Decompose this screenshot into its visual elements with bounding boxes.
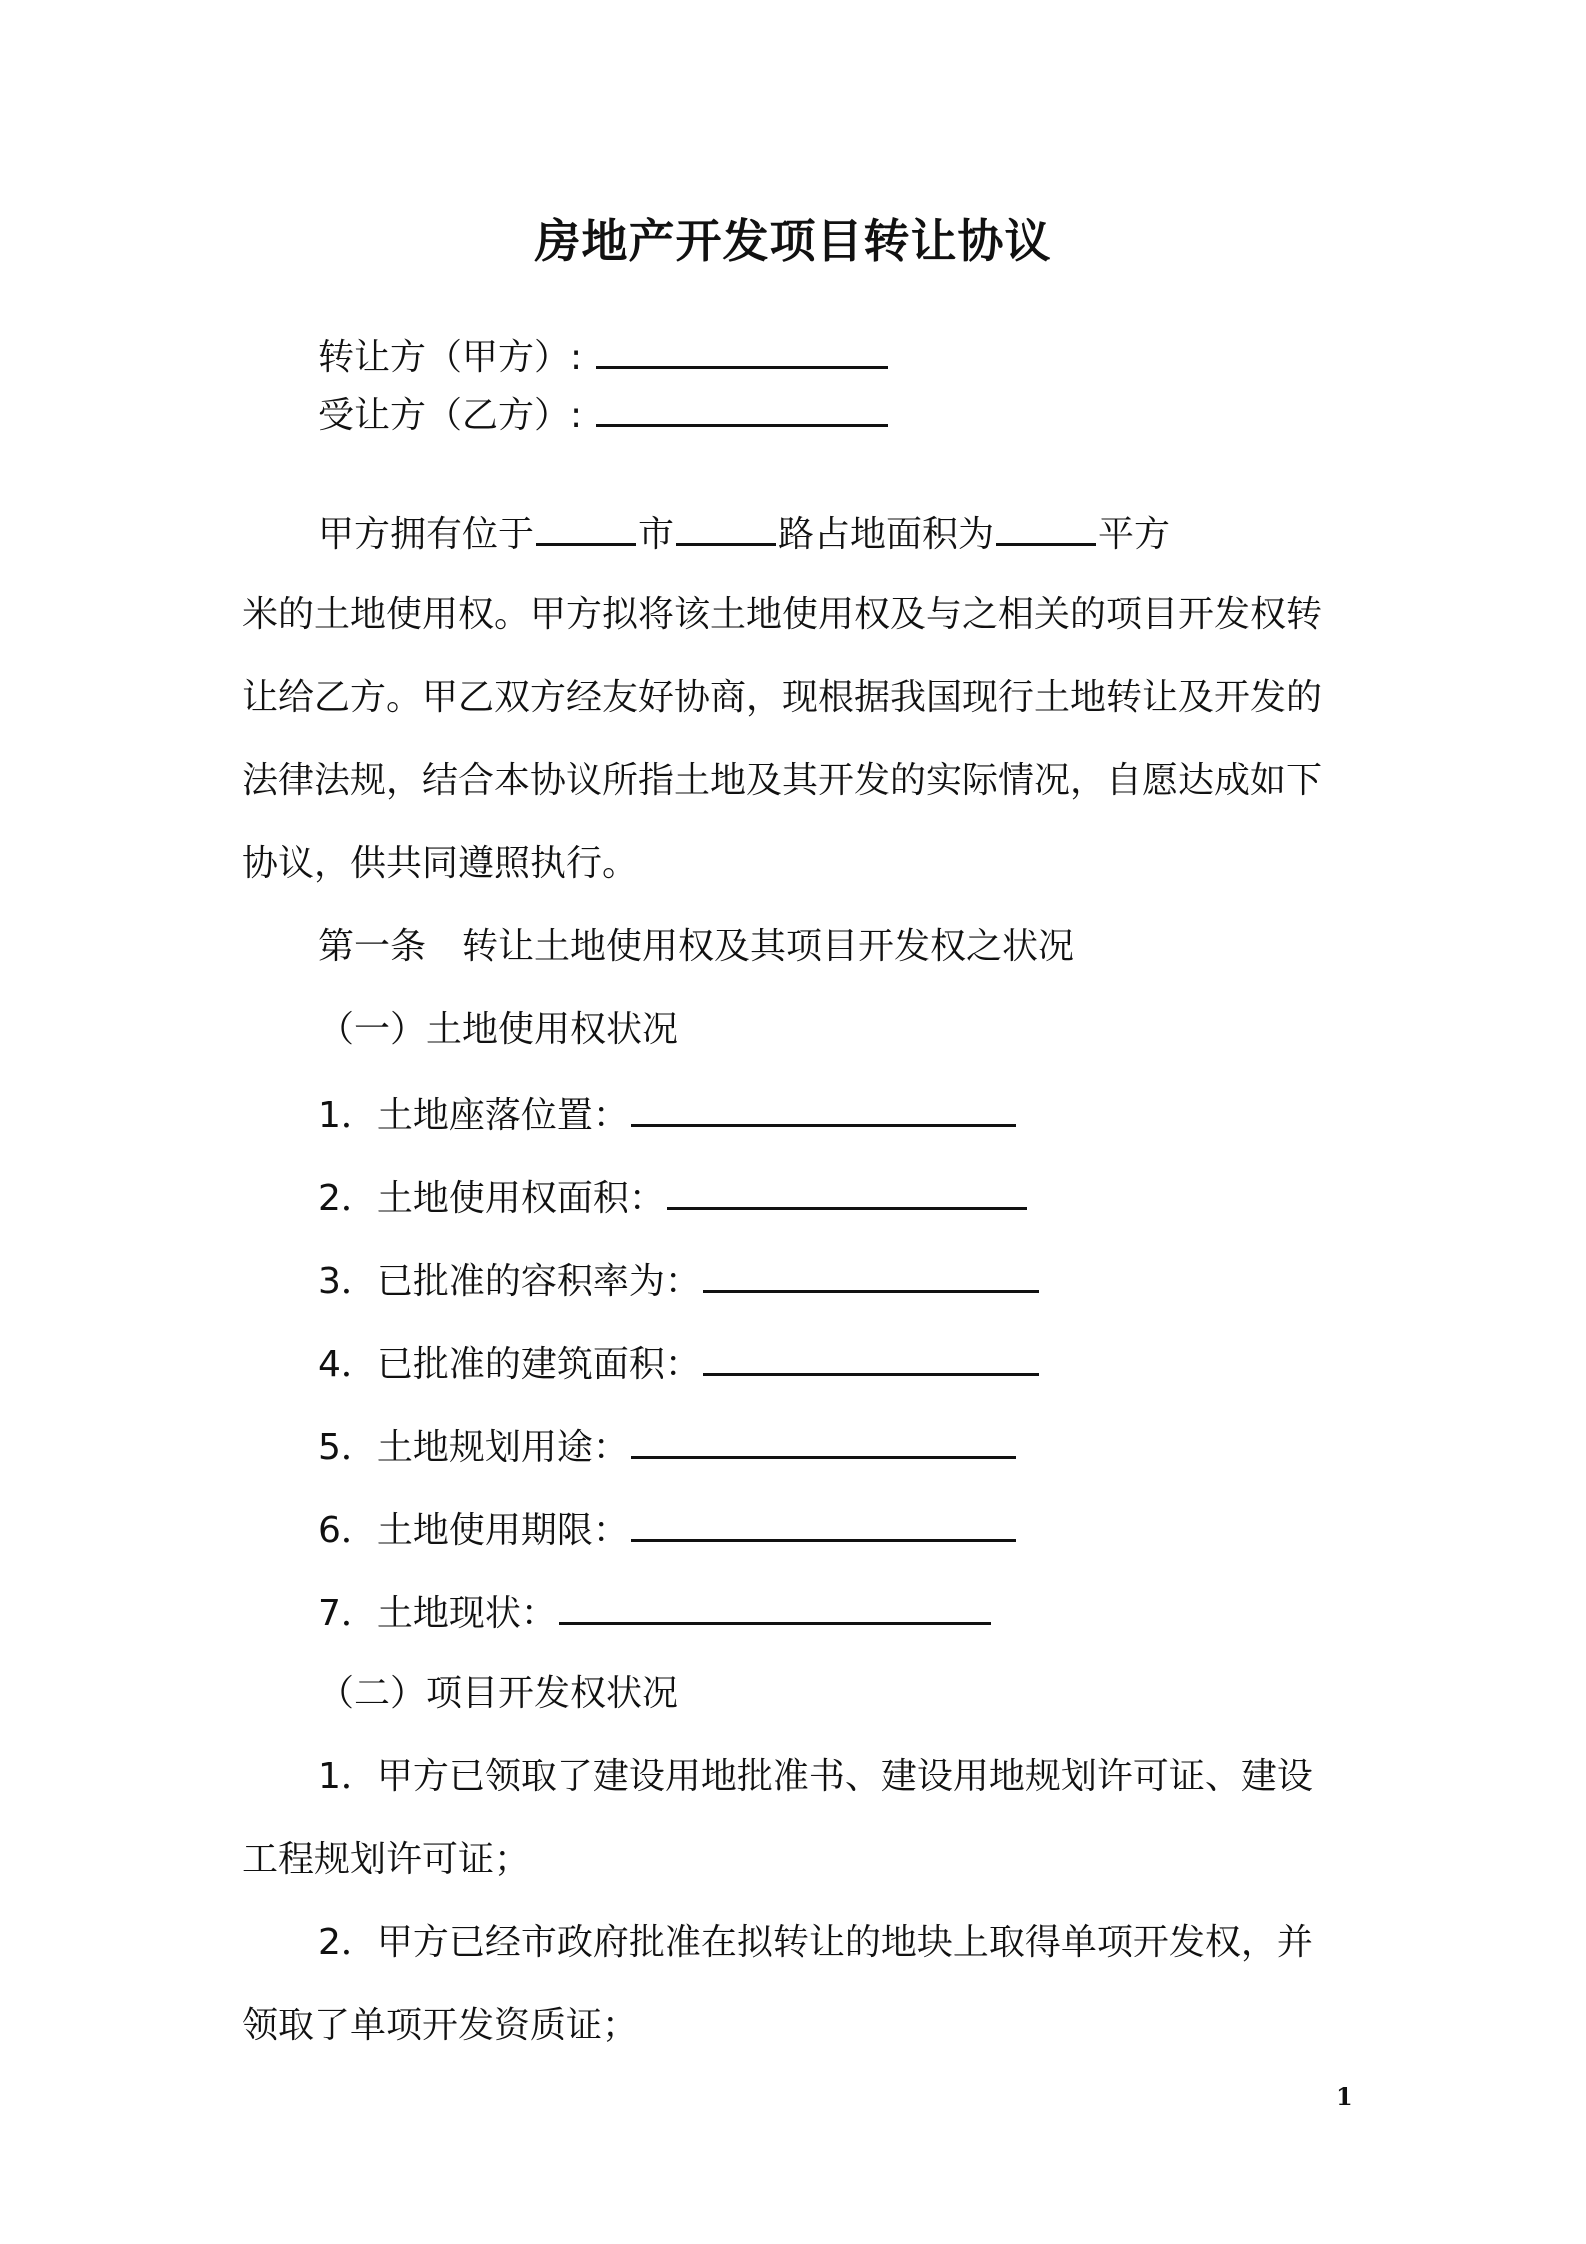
transferee-blank[interactable]: [596, 388, 888, 427]
document-title: 房地产开发项目转让协议: [534, 214, 1052, 268]
section-1-heading: （一）土地使用权状况: [318, 1009, 679, 1050]
plot-ratio-blank[interactable]: [703, 1254, 1039, 1293]
city-blank[interactable]: [536, 507, 636, 546]
item-label: 2．土地使用权面积：: [318, 1178, 665, 1219]
item-label: 7．土地现状：: [318, 1593, 557, 1634]
page-number: 1: [1336, 2082, 1353, 2111]
intro-line-5: 协议，供共同遵照执行。: [242, 843, 639, 884]
dev-item-2-line-2: 领取了单项开发资质证；: [242, 2005, 639, 2046]
road-blank[interactable]: [676, 507, 776, 546]
dev-item-2-line-1: 2．甲方已经市政府批准在拟转让的地块上取得单项开发权，并: [318, 1922, 1313, 1963]
land-item-1: [318, 1088, 1018, 1141]
land-use-blank[interactable]: [631, 1420, 1016, 1459]
intro-line-4: 法律法规，结合本协议所指土地及其开发的实际情况，自愿达成如下: [242, 760, 1323, 801]
intro-text: 平方: [1098, 514, 1171, 555]
location-blank[interactable]: [631, 1088, 1016, 1127]
land-item-2: [318, 1171, 1029, 1224]
intro-line-2: 米的土地使用权。甲方拟将该土地使用权及与之相关的项目开发权转: [242, 594, 1323, 635]
term-blank[interactable]: [631, 1503, 1016, 1542]
section-2-heading: （二）项目开发权状况: [318, 1673, 679, 1714]
item-label: 5．土地规划用途：: [318, 1427, 629, 1468]
land-item-7: [318, 1586, 993, 1639]
item-label: 3．已批准的容积率为：: [318, 1261, 701, 1302]
item-label: 4．已批准的建筑面积：: [318, 1344, 701, 1385]
transferor-line: [318, 330, 890, 383]
intro-text: 市: [638, 514, 675, 555]
land-item-6: [318, 1503, 1018, 1556]
dev-item-1-line-1: 1．甲方已领取了建设用地批准书、建设用地规划许可证、建设: [318, 1756, 1313, 1797]
intro-text: 路占地面积为: [778, 514, 995, 555]
item-label: 6．土地使用期限：: [318, 1510, 629, 1551]
dev-item-1-line-2: 工程规划许可证；: [242, 1839, 531, 1880]
land-area-blank[interactable]: [667, 1171, 1027, 1210]
land-item-5: [318, 1420, 1018, 1473]
transferor-label: 转让方（甲方）:: [318, 337, 583, 378]
intro-line-1: [318, 507, 1170, 560]
transferor-blank[interactable]: [596, 330, 888, 369]
item-label: 1．土地座落位置：: [318, 1095, 629, 1136]
land-item-4: [318, 1337, 1041, 1390]
intro-line-3: 让给乙方。甲乙双方经友好协商，现根据我国现行土地转让及开发的: [242, 677, 1323, 718]
status-blank[interactable]: [559, 1586, 991, 1625]
intro-text: 甲方拥有位于: [318, 514, 535, 555]
land-item-3: [318, 1254, 1041, 1307]
transferee-label: 受让方（乙方）:: [318, 395, 583, 436]
building-area-blank[interactable]: [703, 1337, 1039, 1376]
transferee-line: [318, 388, 890, 441]
article-1-heading: 第一条 转让土地使用权及其项目开发权之状况: [318, 926, 1075, 967]
area-blank[interactable]: [996, 507, 1096, 546]
